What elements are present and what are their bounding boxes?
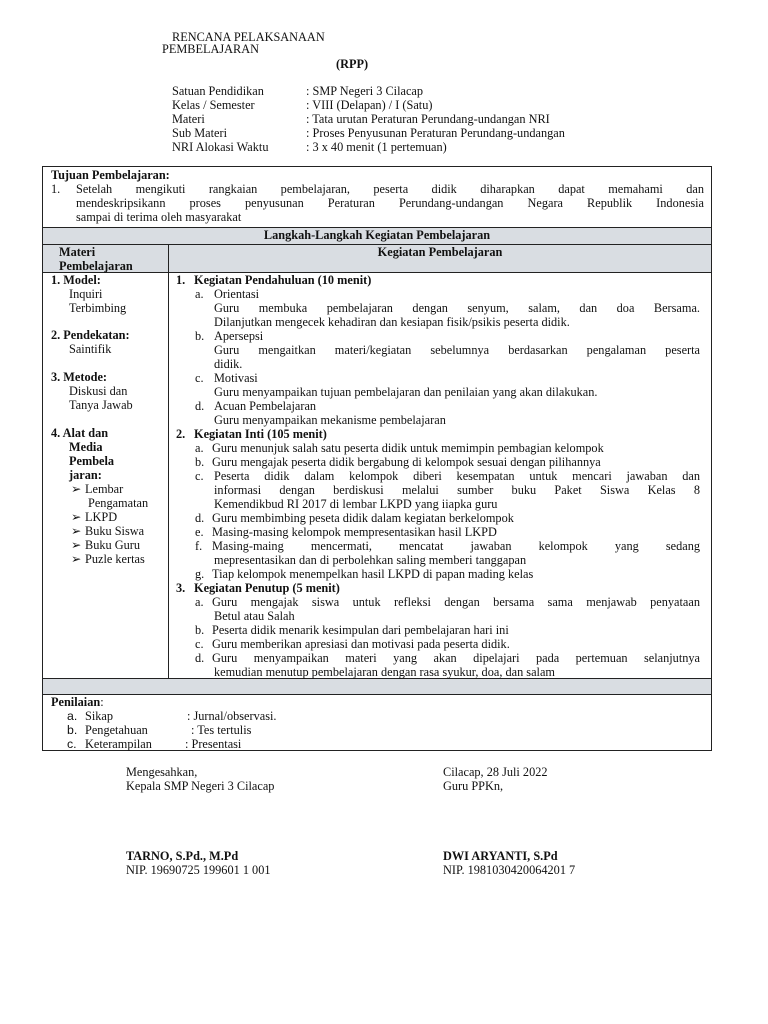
penilaian-label: Keterampilan (85, 737, 152, 751)
penilaian-value: : Presentasi (185, 737, 242, 751)
item-marker: b. (195, 455, 205, 469)
doc-title-line1: RENCANA PELAKSANAAN (172, 30, 325, 44)
item-marker: c. (195, 637, 204, 651)
item-marker: a. (195, 441, 204, 455)
item-text: Guru menyampaikan tujuan pembelajaran dan penilaian yang akan dilakukan. (214, 385, 598, 399)
spacer-shade (43, 679, 711, 694)
item-marker: a. (195, 595, 204, 609)
place-date: Cilacap, 28 Juli 2022 (443, 765, 548, 779)
alat-title: Media (69, 440, 103, 454)
list-item (71, 510, 117, 524)
item-marker: b. (195, 623, 205, 637)
metode-value: Tanya Jawab (69, 398, 133, 412)
tujuan-number: 1. (51, 182, 61, 196)
item-marker: c. (195, 371, 204, 385)
column-divider (168, 245, 169, 678)
item-title: Apersepsi (214, 329, 264, 343)
teacher-name: DWI ARYANTI, S.Pd (443, 849, 558, 863)
arrow-bullet-icon: ➢ (71, 552, 82, 566)
rule (43, 272, 711, 273)
identity-label: Materi (172, 112, 205, 126)
item-text: mepresentasikan dan di perbolehkan saling memberi tanggapan (214, 553, 527, 567)
item-marker: c. (195, 469, 204, 483)
item-text: Peserta didik menarik kesimpulan dari pembelajaran hari ini (212, 623, 509, 637)
tujuan-heading: Tujuan Pembelajaran: (51, 168, 170, 182)
penilaian-heading: Penilaian: (51, 695, 104, 709)
identity-value: : 3 x 40 menit (1 pertemuan) (306, 140, 447, 154)
item-marker: f. (195, 539, 203, 553)
alat-item: LKPD (85, 510, 118, 524)
alat-item-cont: Pengamatan (88, 496, 149, 510)
section-title: Kegiatan Inti (105 menit) (194, 427, 327, 441)
item-title: Motivasi (214, 371, 258, 385)
col2-header: Kegiatan Pembelajaran (377, 245, 503, 259)
penilaian-marker: b. (67, 723, 78, 737)
approval-label: Mengesahkan, (126, 765, 198, 779)
alat-title: jaran: (69, 468, 102, 482)
item-text: Masing-maing mencermati, mencatat jawaban kelompok yang sedang (212, 539, 700, 553)
item-text: Guru membuka pembelajaran dengan senyum, salam, dan doa Bersama. (214, 301, 700, 315)
item-title: Acuan Pembelajaran (214, 399, 317, 413)
item-text: Peserta didik dalam kelompok diberi kesempatan untuk mencari jawaban dan (214, 469, 700, 483)
penilaian-marker: c. (67, 737, 77, 751)
model-value: Terbimbing (69, 301, 127, 315)
model-value: Inquiri (69, 287, 103, 301)
item-marker: a. (195, 287, 204, 301)
alat-item: Buku Guru (85, 538, 140, 552)
item-text: Guru memberikan apresiasi dan motivasi pada peserta didik. (212, 637, 510, 651)
teacher-nip: NIP. 1981030420064201 7 (443, 863, 576, 877)
item-marker: b. (195, 329, 205, 343)
doc-title-line2: PEMBELAJARAN (162, 42, 260, 56)
section-title: Kegiatan Pendahuluan (10 menit) (194, 273, 372, 287)
alat-item: Buku Siswa (85, 524, 145, 538)
item-text: kemudian menutup pembelajaran dengan rasa syukur, doa, dan salam (214, 665, 555, 679)
identity-value: : Proses Penyusunan Peraturan Perundang-undangan (306, 126, 565, 140)
section-number: 2. (176, 427, 186, 441)
identity-label: Sub Materi (172, 126, 227, 140)
item-text: Guru menyampaikan mekanisme pembelajaran (214, 413, 446, 427)
item-text: didik. (214, 357, 243, 371)
identity-value: : VIII (Delapan) / I (Satu) (306, 98, 433, 112)
identity-label: NRI Alokasi Waktu (172, 140, 269, 154)
col1-header: Materi (59, 245, 96, 259)
alat-item: Puzle kertas (85, 552, 145, 566)
alat-title: Pembela (69, 454, 115, 468)
item-marker: d. (195, 511, 205, 525)
item-text: Tiap kelompok menempelkan hasil LKPD di papan mading kelas (212, 567, 534, 581)
arrow-bullet-icon: ➢ (71, 482, 82, 496)
col1-header: Pembelajaran (59, 259, 133, 273)
penilaian-value: : Tes tertulis (191, 723, 252, 737)
rule (43, 694, 711, 695)
penilaian-label: Sikap (85, 709, 114, 723)
list-item (71, 538, 140, 552)
penilaian-label: Pengetahuan (85, 723, 148, 737)
lesson-plan-table (42, 166, 712, 751)
approver-title: Kepala SMP Negeri 3 Cilacap (126, 779, 275, 793)
item-text: Kemendikbud RI 2017 di lembar LKPD yang iiapka guru (214, 497, 498, 511)
identity-label: Kelas / Semester (172, 98, 255, 112)
list-item (71, 524, 144, 538)
item-text: Guru membimbing peseta didik dalam kegiatan berkelompok (212, 511, 514, 525)
item-text: Guru mengajak siswa untuk refleksi dengan bersama sama menjawab penyataan (212, 595, 700, 609)
list-item (71, 552, 145, 566)
metode-value: Diskusi dan (69, 384, 128, 398)
pendekatan-value: Saintifik (69, 342, 112, 356)
tujuan-line: mendeskripsikann proses penyusunan Peraturan Perundang-undangan Negara Republik Indonesia (76, 196, 704, 210)
pendekatan-title: 2. Pendekatan: (51, 328, 130, 342)
doc-subtitle-rpp: (RPP) (336, 57, 369, 71)
penilaian-value: : Jurnal/observasi. (187, 709, 277, 723)
item-text: Guru menyampaikan materi yang akan dipelajari pada pertemuan selanjutnya (212, 651, 700, 665)
identity-label: Satuan Pendidikan (172, 84, 264, 98)
identity-value: : Tata urutan Peraturan Perundang-undangan NRI (306, 112, 550, 126)
item-text: Betul atau Salah (214, 609, 295, 623)
arrow-bullet-icon: ➢ (71, 538, 82, 552)
tujuan-line: Setelah mengikuti rangkaian pembelajaran, peserta didik diharapkan dapat memahami dan (76, 182, 704, 196)
item-marker: d. (195, 399, 205, 413)
tujuan-line: sampai di terima oleh masyarakat (76, 210, 242, 224)
approver-nip: NIP. 19690725 199601 1 001 (126, 863, 271, 877)
item-text: Guru mengaitkan materi/kegiatan sebelumnya berdasarkan pengalaman peserta (214, 343, 700, 357)
item-marker: d. (195, 651, 205, 665)
model-title: 1. Model: (51, 273, 101, 287)
item-text: Guru mengajak peserta didik bergabung di kelompok sesuai dengan pilihannya (212, 455, 601, 469)
item-text: informasi dengan berdiskusi melalui sumber buku Paket Siswa Kelas 8 (214, 483, 700, 497)
item-marker: g. (195, 567, 205, 581)
section-title: Kegiatan Penutup (5 menit) (194, 581, 340, 595)
arrow-bullet-icon: ➢ (71, 510, 82, 524)
alat-item: Lembar (85, 482, 124, 496)
alat-title: 4. Alat dan (51, 426, 109, 440)
metode-title: 3. Metode: (51, 370, 107, 384)
approver-name: TARNO, S.Pd., M.Pd (126, 849, 239, 863)
langkah-heading: Langkah-Langkah Kegiatan Pembelajaran (263, 228, 491, 242)
identity-value: : SMP Negeri 3 Cilacap (306, 84, 424, 98)
item-marker: e. (195, 525, 204, 539)
section-number: 1. (176, 273, 186, 287)
item-title: Orientasi (214, 287, 260, 301)
arrow-bullet-icon: ➢ (71, 524, 82, 538)
section-number: 3. (176, 581, 186, 595)
item-text: Guru menunjuk salah satu peserta didik untuk memimpin pembagian kelompok (212, 441, 604, 455)
penilaian-marker: a. (67, 709, 78, 723)
teacher-title: Guru PPKn, (443, 779, 504, 793)
list-item (71, 482, 123, 496)
item-text: Masing-masing kelompok mempresentasikan hasil LKPD (212, 525, 497, 539)
item-text: Dilanjutkan mengecek kehadiran dan kesiapan fisik/psikis peserta didik. (214, 315, 570, 329)
